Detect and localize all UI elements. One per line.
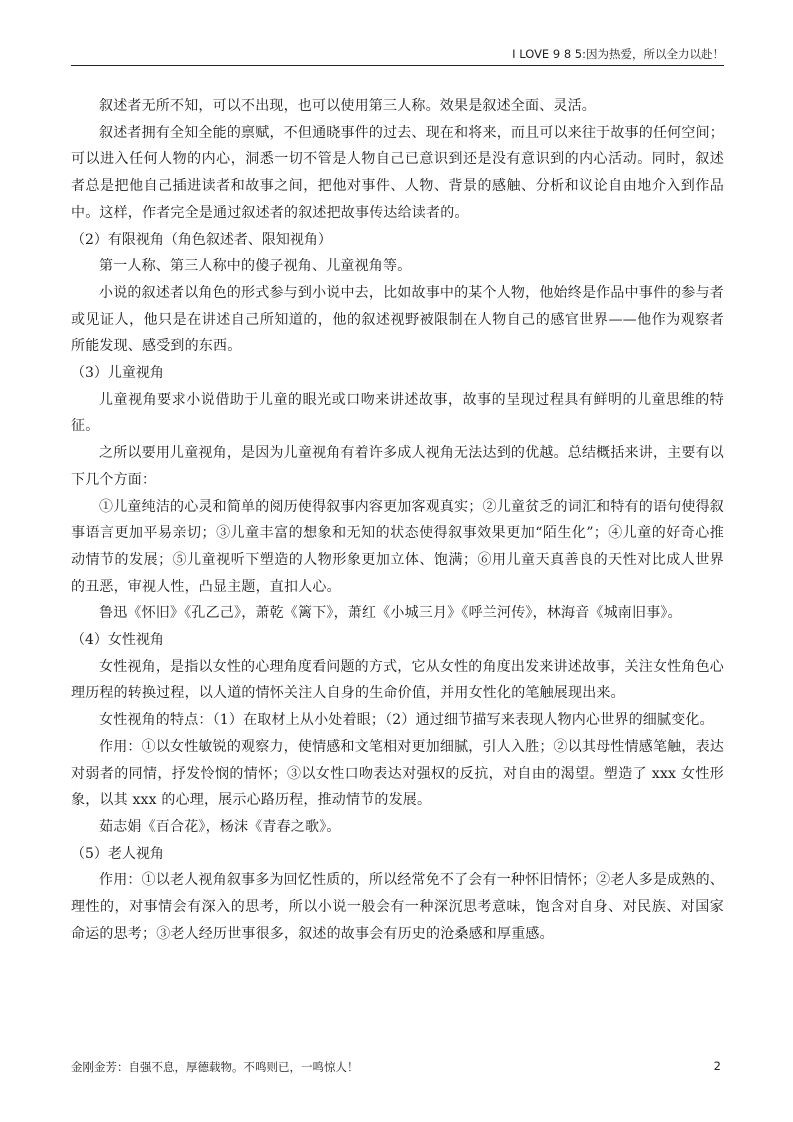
page-number: 2 [713, 1059, 721, 1073]
paragraph: 叙述者拥有全知全能的禀赋，不但通晓事件的过去、现在和将来，而且可以来往于故事的任何空间；可以进入任何人物的内心，洞悉一切不管是人物自己已意识到还是没有意识到的内心活动。同时，叙述者总是把他自己插进读者和故事之间，把他对事件、人物、背景的感触、分析和议论自由地介入到作品中。这样，作者完全是通过叙述者的叙述把故事传达给读者的。 [71, 124, 724, 221]
paragraph: 女性视角的特点：（1）在取材上从小处着眼；（2）通过细节描写来表现人物内心世界的细腻变化。 [99, 712, 714, 729]
footer-motto: 金刚金芳：自强不息，厚德载物。不鸣则已，一鸣惊人！ [71, 1060, 359, 1074]
paragraph: 儿童视角要求小说借助于儿童的眼光或口吻来讲述故事，故事的呈现过程具有鲜明的儿童思维的特征。 [71, 391, 724, 435]
paragraph: 作用：①以老人视角叙事多为回忆性质的，所以经常免不了会有一种怀旧情怀；②老人多是成熟的、理性的，对事情会有深入的思考，所以小说一般会有一种深沉思考意味，饱含对自身、对民族、对国家命运的思考；③老人经历世事很多，叙述的故事会有历史的沧桑感和厚重感。 [71, 872, 724, 942]
page-header [71, 46, 724, 66]
paragraph: 女性视角，是指以女性的心理角度看问题的方式，它从女性的角度出发来讲述故事，关注女性角色心理历程的转换过程，以人道的情怀关注人自身的生命价值，并用女性化的笔触展现出来。 [71, 658, 724, 702]
section-heading: （5）老人视角 [71, 845, 164, 862]
document-body [71, 93, 724, 948]
paragraph: 鲁迅《怀旧》《孔乙己》，萧乾《篱下》，萧红《小城三月》《呼兰河传》，林海音《城南旧事》。 [99, 605, 682, 622]
header-text: I LOVE 9 8 5:因为热爱，所以全力以赴！ [512, 47, 724, 61]
paragraph: 叙述者无所不知，可以不出现，也可以使用第三人称。效果是叙述全面、灵活。 [99, 98, 596, 114]
paragraph: 小说的叙述者以角色的形式参与到小说中去，比如故事中的某个人物，他始终是作品中事件的参与者或见证人，他只是在讲述自己所知道的，他的叙述视野被限制在人物自己的感官世界——他作为观察者所能发现、感受到的东西。 [71, 284, 724, 355]
paragraph: 作用：①以女性敏锐的观察力，使情感和文笔相对更加细腻，引人入胜；②以其母性情感笔触，表达对弱者的同情，抒发怜悯的情怀；③以女性口吻表达对强权的反抗，对自由的渴望。塑造了 xxx 女性形象，以其 xxx 的心理，展示心路历程，推动情节的发展。 [71, 738, 724, 809]
paragraph: 之所以要用儿童视角，是因为儿童视角有着许多成人视角无法达到的优越。总结概括来讲，主要有以下几个方面： [71, 445, 724, 488]
section-heading: （2）有限视角（角色叙述者、限知视角） [71, 231, 332, 248]
paragraph: 第一人称、第三人称中的傻子视角、儿童视角等。 [99, 258, 412, 275]
section-heading: （4）女性视角 [71, 632, 164, 649]
section-heading: （3）儿童视角 [71, 365, 164, 382]
paragraph: ①儿童纯洁的心灵和简单的阅历使得叙事内容更加客观真实；②儿童贫乏的词汇和特有的语句使得叙事语言更加平易亲切；③儿童丰富的想象和无知的状态使得叙事效果更加“陌生化”；④儿童的好奇心推动情节的发展；⑤儿童视听下塑造的人物形象更加立体、饱满；⑥用儿童天真善良的天性对比成人世界的丑恶，审视人性，凸显主题，直扣人心。 [71, 498, 724, 595]
paragraph: 茹志娟《百合花》，杨沫《青春之歌》。 [99, 818, 341, 835]
